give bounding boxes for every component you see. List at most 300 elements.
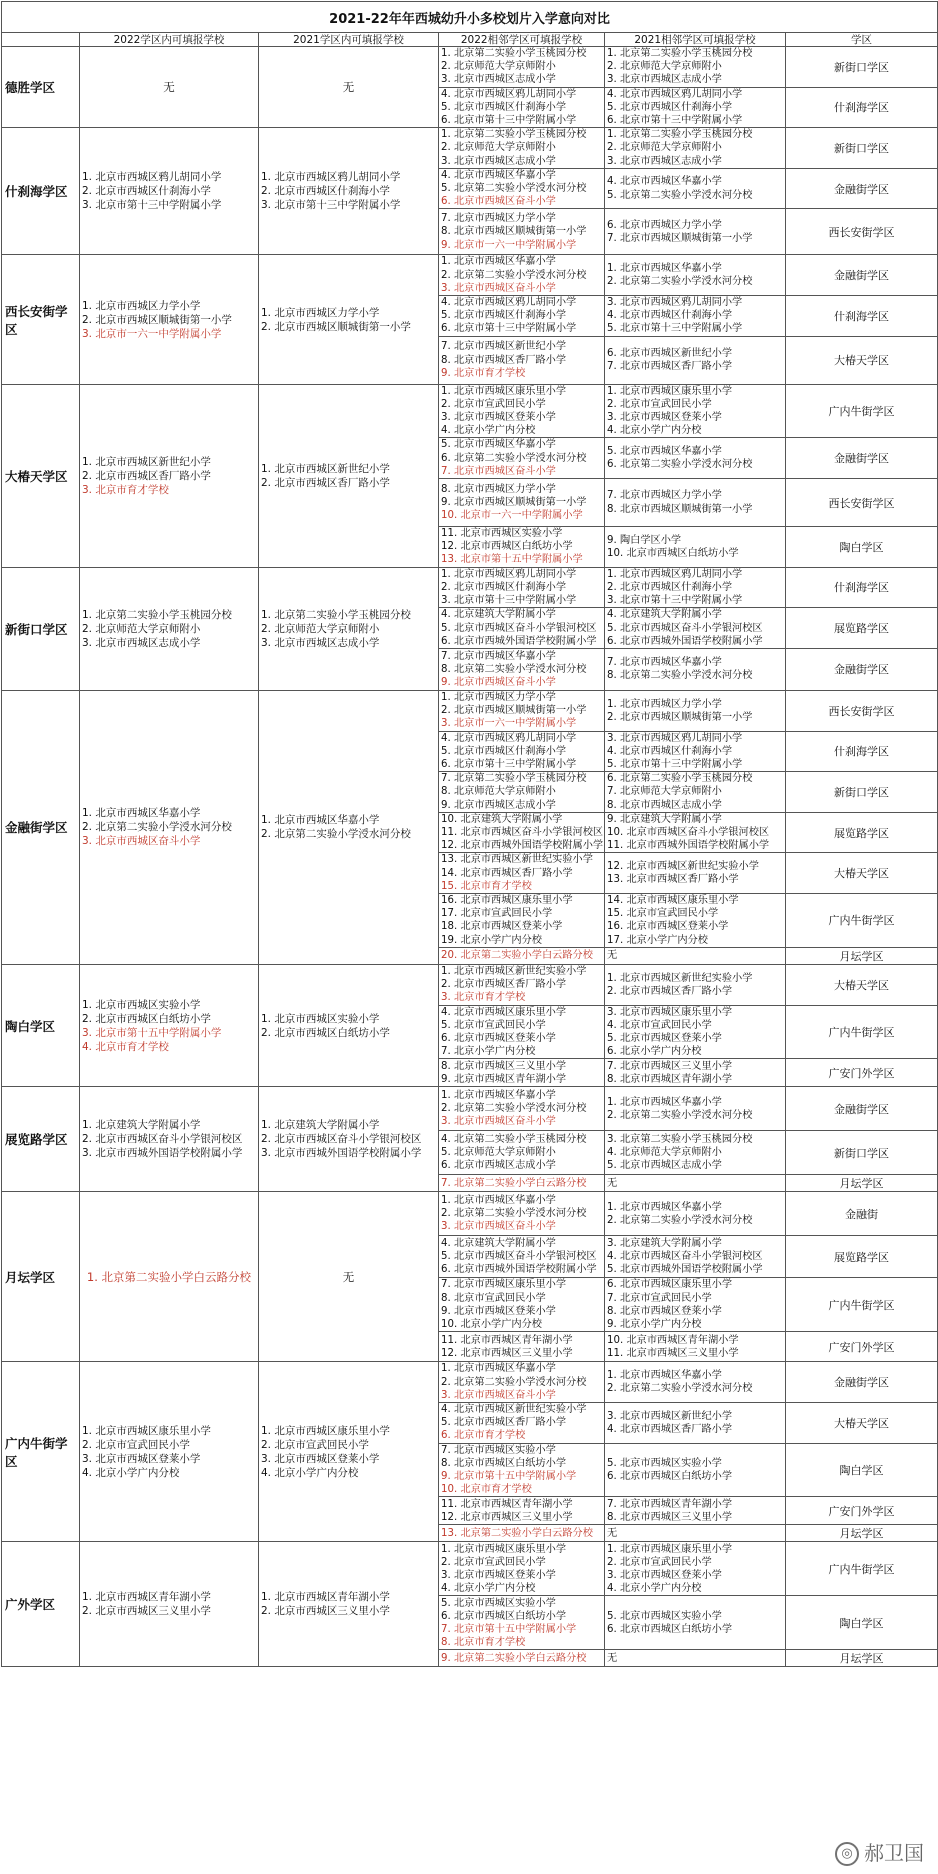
school-entry: 2. 北京市西城区香厂路小学 xyxy=(441,979,567,991)
school-entry: 11. 北京市西城区三义里小学 xyxy=(607,1347,739,1359)
school-entry: 5. 北京市西城区香厂路小学 xyxy=(441,1417,567,1429)
school-entry: 4. 北京市育才学校 xyxy=(82,1040,169,1053)
school-entry: 1. 北京市西城区鸦儿胡同小学 xyxy=(261,171,401,184)
adjacent-2022-cell xyxy=(439,128,605,169)
school-entry: 5. 北京第二实验小学涭水河分校 xyxy=(607,189,753,201)
school-entry: 2. 北京第二实验小学涭水河分校 xyxy=(441,1376,587,1388)
school-entry: 1. 北京市西城区新世纪小学 xyxy=(82,455,211,468)
school-entry: 7. 北京市西城区华嘉小学 xyxy=(607,657,722,669)
neighbor-district: 金融街学区 xyxy=(786,438,938,479)
school-entry: 7. 北京第二实验小学白云路分校 xyxy=(441,1177,587,1189)
school-entry: 1. 北京建筑大学附属小学 xyxy=(82,1119,201,1132)
school-entry: 7. 北京市西城区力学小学 xyxy=(607,490,722,502)
school-entry: 1. 北京市西城区青年湖小学 xyxy=(82,1591,211,1604)
school-entry: 5. 北京市西城区志成小学 xyxy=(607,1160,722,1172)
school-entry: 8. 北京市西城区白纸坊小学 xyxy=(441,1457,567,1469)
own-2022-cell xyxy=(80,690,259,964)
school-entry: 7. 北京小学广内分校 xyxy=(441,1046,536,1058)
school-entry: 无 xyxy=(342,80,355,95)
school-entry: 5. 北京市第十三中学附属小学 xyxy=(607,758,743,770)
adjacent-2022-cell xyxy=(439,168,605,209)
school-entry: 3. 北京市一六一中学附属小学 xyxy=(441,718,577,730)
adjacent-2021-cell xyxy=(605,47,786,88)
school-entry: 5. 北京第二实验小学涭水河分校 xyxy=(441,183,587,195)
adjacent-2021-cell xyxy=(605,567,786,608)
own-2022-cell xyxy=(80,384,259,567)
adjacent-2022-cell xyxy=(439,1332,605,1362)
school-entry: 9. 北京市西城区登莱小学 xyxy=(441,1305,556,1317)
adjacent-2022-cell xyxy=(439,772,605,813)
school-entry: 11. 北京市西城区实验小学 xyxy=(441,528,563,540)
school-entry: 2. 北京市西城区白纸坊小学 xyxy=(82,1012,211,1025)
school-entry: 3. 北京市西城区奋斗小学 xyxy=(441,1221,556,1233)
school-entry: 14. 北京市西城区香厂路小学 xyxy=(441,867,573,879)
school-entry: 1. 北京第二实验小学玉桃园分校 xyxy=(82,608,232,621)
adjacent-2022-cell xyxy=(439,479,605,527)
school-entry: 3. 北京市西城区登莱小学 xyxy=(261,1452,380,1465)
school-entry: 1. 北京第二实验小学玉桃园分校 xyxy=(441,48,587,59)
school-entry: 2. 北京第二实验小学涭水河分校 xyxy=(441,1208,587,1220)
adjacent-2022-cell xyxy=(439,384,605,438)
school-entry: 6. 北京市第十三中学附属小学 xyxy=(441,323,577,335)
adjacent-2022-cell xyxy=(439,1236,605,1278)
own-2021-cell xyxy=(259,384,439,567)
neighbor-district: 西长安街学区 xyxy=(786,690,938,731)
table-row xyxy=(2,567,938,608)
school-entry: 5. 北京市宣武回民小学 xyxy=(441,1019,546,1031)
adjacent-2022-cell xyxy=(439,1497,605,1525)
neighbor-district: 陶白学区 xyxy=(786,1596,938,1650)
adjacent-2022-cell xyxy=(439,1650,605,1667)
school-entry: 20. 北京第二实验小学白云路分校 xyxy=(441,950,593,962)
adjacent-2022-cell xyxy=(439,1087,605,1131)
school-entry: 1. 北京市西城区康乐里小学 xyxy=(261,1424,390,1437)
adjacent-2021-cell xyxy=(605,853,786,894)
neighbor-district: 展览路学区 xyxy=(786,812,938,853)
school-entry: 5. 北京市西城区华嘉小学 xyxy=(607,446,722,458)
header-cell xyxy=(2,33,80,47)
school-entry: 2. 北京市西城区香厂路小学 xyxy=(261,476,390,489)
school-entry: 5. 北京市西城区华嘉小学 xyxy=(441,439,556,451)
school-entry: 10. 北京市西城区白纸坊小学 xyxy=(607,547,739,559)
adjacent-2021-cell xyxy=(605,964,786,1005)
school-entry: 1. 北京市西城区华嘉小学 xyxy=(607,1201,722,1213)
adjacent-2021-cell xyxy=(605,812,786,853)
table-row xyxy=(2,964,938,1005)
school-entry: 3. 北京市西城外国语学校附属小学 xyxy=(82,1147,243,1160)
adjacent-2022-cell xyxy=(439,1278,605,1332)
school-entry: 6. 北京市西城区白纸坊小学 xyxy=(607,1471,733,1482)
adjacent-2022-cell xyxy=(439,209,605,255)
school-entry: 7. 北京市西城区顺城街第一小学 xyxy=(607,232,753,244)
school-entry: 1. 北京第二实验小学白云路分校 xyxy=(86,1269,252,1284)
school-entry: 5. 北京师范大学京师附小 xyxy=(441,1147,556,1159)
adjacent-2021-cell xyxy=(605,772,786,813)
school-entry: 6. 北京市西城外国语学校附属小学 xyxy=(607,635,763,647)
school-entry: 3. 北京市西城区鸦儿胡同小学 xyxy=(607,732,743,744)
school-entry: 无 xyxy=(607,1177,618,1189)
school-entry: 3. 北京市西城区登莱小学 xyxy=(82,1452,201,1465)
neighbor-district: 新街口学区 xyxy=(786,1131,938,1175)
neighbor-district: 大椿天学区 xyxy=(786,336,938,384)
adjacent-2022-cell xyxy=(439,1192,605,1236)
adjacent-2021-cell xyxy=(605,1175,786,1192)
school-entry: 5. 北京市西城区实验小学 xyxy=(607,1457,722,1469)
school-entry: 12. 北京市西城区白纸坊小学 xyxy=(441,541,573,553)
neighbor-district: 大椿天学区 xyxy=(786,1402,938,1443)
own-2021-cell xyxy=(259,690,439,964)
school-entry: 2. 北京市西城区顺城街第一小学 xyxy=(261,320,411,333)
adjacent-2022-cell xyxy=(439,690,605,731)
school-entry: 10. 北京建筑大学附属小学 xyxy=(441,813,563,825)
school-entry: 5. 北京市第十三中学附属小学 xyxy=(607,323,743,335)
neighbor-district: 广安门外学区 xyxy=(786,1497,938,1525)
school-entry: 18. 北京市西城区登莱小学 xyxy=(441,921,563,933)
school-entry: 1. 北京市西城区华嘉小学 xyxy=(441,1363,556,1375)
own-2022-cell xyxy=(80,47,259,128)
table-row xyxy=(2,1542,938,1596)
school-entry: 1. 北京市西城区力学小学 xyxy=(607,698,722,710)
table-row xyxy=(2,1192,938,1236)
school-entry: 2. 北京市西城区香厂路小学 xyxy=(607,985,733,997)
school-entry: 无 xyxy=(607,950,618,962)
school-entry: 3. 北京市西城区登莱小学 xyxy=(607,412,722,424)
school-entry: 1. 北京市西城区实验小学 xyxy=(82,998,201,1011)
school-entry: 1. 北京市西城区华嘉小学 xyxy=(441,1090,556,1102)
school-entry: 12. 北京市西城区三义里小学 xyxy=(441,1511,573,1523)
school-entry: 3. 北京市西城区志成小学 xyxy=(607,155,722,167)
school-entry: 8. 北京第二实验小学涭水河分校 xyxy=(607,670,753,682)
adjacent-2022-cell xyxy=(439,1362,605,1403)
adjacent-2021-cell xyxy=(605,1278,786,1332)
adjacent-2022-cell xyxy=(439,1175,605,1192)
neighbor-district: 月坛学区 xyxy=(786,947,938,964)
neighbor-district: 广内牛街学区 xyxy=(786,1005,938,1059)
school-entry: 3. 北京市第十五中学附属小学 xyxy=(82,1026,222,1039)
school-entry: 5. 北京市西城区实验小学 xyxy=(607,1610,722,1622)
school-entry: 3. 北京市西城外国语学校附属小学 xyxy=(261,1147,422,1160)
school-entry: 1. 北京市西城区鸦儿胡同小学 xyxy=(82,171,222,184)
school-entry: 3. 北京市西城区奋斗小学 xyxy=(441,1389,556,1401)
school-entry: 19. 北京小学广内分校 xyxy=(441,934,542,946)
school-entry: 5. 北京市西城区什刹海小学 xyxy=(441,310,567,322)
school-entry: 1. 北京市西城区力学小学 xyxy=(441,691,556,703)
school-entry: 14. 北京市西城区康乐里小学 xyxy=(607,895,739,907)
adjacent-2021-cell xyxy=(605,648,786,690)
table-body xyxy=(2,47,938,1667)
school-entry: 1. 北京第二实验小学玉桃园分校 xyxy=(607,48,753,59)
school-entry: 3. 北京市西城区康乐里小学 xyxy=(607,1006,733,1018)
school-entry: 4. 北京小学广内分校 xyxy=(607,425,702,437)
school-entry: 3. 北京市西城区志成小学 xyxy=(261,636,380,649)
neighbor-district: 广内牛街学区 xyxy=(786,1542,938,1596)
adjacent-2022-cell xyxy=(439,648,605,690)
school-entry: 6. 北京第二实验小学涭水河分校 xyxy=(441,452,587,464)
school-entry: 1. 北京第二实验小学玉桃园分校 xyxy=(261,608,411,621)
school-entry: 4. 北京市西城区华嘉小学 xyxy=(607,176,722,188)
school-entry: 13. 北京第二实验小学白云路分校 xyxy=(441,1527,593,1539)
school-entry: 5. 北京市西城区什刹海小学 xyxy=(607,101,733,113)
school-entry: 9. 北京小学广内分校 xyxy=(607,1319,702,1331)
school-entry: 5. 北京市西城区奋斗小学银河校区 xyxy=(441,1251,597,1263)
adjacent-2022-cell xyxy=(439,438,605,479)
adjacent-2021-cell xyxy=(605,384,786,438)
school-entry: 1. 北京市西城区康乐里小学 xyxy=(607,1543,733,1555)
school-entry: 9. 北京市一六一中学附属小学 xyxy=(441,239,577,251)
own-2022-cell xyxy=(80,1192,259,1362)
school-entry: 6. 北京市西城区志成小学 xyxy=(441,1160,556,1172)
adjacent-2021-cell xyxy=(605,438,786,479)
own-2021-cell xyxy=(259,1087,439,1192)
school-entry: 6. 北京市第十三中学附属小学 xyxy=(607,115,743,127)
neighbor-district: 金融街学区 xyxy=(786,1362,938,1403)
adjacent-2021-cell xyxy=(605,255,786,296)
school-entry: 9. 陶白学区小学 xyxy=(607,534,682,546)
adjacent-2022-cell xyxy=(439,893,605,947)
table-row xyxy=(2,1087,938,1131)
school-entry: 1. 北京第二实验小学玉桃园分校 xyxy=(441,129,587,141)
school-entry: 2. 北京师范大学京师附小 xyxy=(441,61,556,73)
adjacent-2021-cell xyxy=(605,87,786,128)
school-entry: 1. 北京第二实验小学玉桃园分校 xyxy=(607,129,753,141)
school-entry: 9. 北京市西城区志成小学 xyxy=(441,799,556,811)
neighbor-district: 月坛学区 xyxy=(786,1175,938,1192)
school-entry: 4. 北京市西城区鸦儿胡同小学 xyxy=(441,88,577,100)
school-entry: 3. 北京市西城区登莱小学 xyxy=(441,1569,556,1581)
adjacent-2022-cell xyxy=(439,1596,605,1650)
neighbor-district: 广内牛街学区 xyxy=(786,384,938,438)
school-entry: 11. 北京市西城区青年湖小学 xyxy=(441,1498,573,1510)
own-2021-cell xyxy=(259,255,439,384)
neighbor-district: 西长安街学区 xyxy=(786,479,938,527)
adjacent-2022-cell xyxy=(439,947,605,964)
district-name: 陶白学区 xyxy=(2,964,80,1086)
school-entry: 16. 北京市西城区登莱小学 xyxy=(607,921,729,933)
school-entry: 3. 北京市育才学校 xyxy=(82,483,169,496)
school-entry: 7. 北京市西城区力学小学 xyxy=(441,213,556,225)
page-title: 2021-22年年西城幼升小多校划片入学意向对比 xyxy=(2,2,938,33)
school-entry: 1. 北京市西城区新世纪小学 xyxy=(261,462,390,475)
school-entry: 3. 北京第二实验小学玉桃园分校 xyxy=(607,1134,753,1146)
school-entry: 无 xyxy=(607,1652,618,1664)
school-entry: 3. 北京市第十三中学附属小学 xyxy=(607,595,743,607)
neighbor-district: 新街口学区 xyxy=(786,47,938,88)
school-entry: 9. 北京建筑大学附属小学 xyxy=(607,813,722,825)
school-entry: 3. 北京市育才学校 xyxy=(441,992,526,1004)
school-entry: 3. 北京市西城区志成小学 xyxy=(82,636,201,649)
adjacent-2021-cell xyxy=(605,1087,786,1131)
neighbor-district: 金融街学区 xyxy=(786,1087,938,1131)
school-entry: 12. 北京市西城外国语学校附属小学 xyxy=(441,840,604,852)
adjacent-2021-cell xyxy=(605,1005,786,1059)
school-entry: 7. 北京市西城区奋斗小学 xyxy=(441,465,556,477)
school-entry: 5. 北京市西城区什刹海小学 xyxy=(441,745,567,757)
school-entry: 7. 北京市西城区康乐里小学 xyxy=(441,1279,567,1291)
district-name: 广外学区 xyxy=(2,1542,80,1667)
school-entry: 3. 北京市西城区新世纪小学 xyxy=(607,1410,733,1422)
school-entry: 8. 北京市育才学校 xyxy=(441,1637,526,1649)
school-entry: 15. 北京市宣武回民小学 xyxy=(607,908,719,920)
district-name: 大椿天学区 xyxy=(2,384,80,567)
school-entry: 1. 北京市西城区华嘉小学 xyxy=(261,814,380,827)
adjacent-2021-cell xyxy=(605,1131,786,1175)
adjacent-2022-cell xyxy=(439,527,605,568)
own-2021-cell xyxy=(259,128,439,255)
school-entry: 1. 北京市西城区华嘉小学 xyxy=(607,1369,722,1381)
school-entry: 10. 北京市西城区青年湖小学 xyxy=(607,1334,739,1346)
school-entry: 2. 北京市西城区三义里小学 xyxy=(261,1605,390,1618)
school-entry: 4. 北京市西城区华嘉小学 xyxy=(441,169,556,181)
school-entry: 4. 北京第二实验小学玉桃园分校 xyxy=(441,1134,587,1146)
school-entry: 16. 北京市西城区康乐里小学 xyxy=(441,895,573,907)
school-entry: 3. 北京市西城区鸦儿胡同小学 xyxy=(607,297,743,309)
school-entry: 无 xyxy=(342,1269,355,1284)
school-entry: 7. 北京市西城区新世纪小学 xyxy=(441,341,567,353)
school-entry: 8. 北京市西城区顺城街第一小学 xyxy=(607,503,753,515)
school-entry: 11. 北京市西城区奋斗小学银河校区 xyxy=(441,826,604,838)
school-entry: 4. 北京市宣武回民小学 xyxy=(607,1019,712,1031)
own-2021-cell xyxy=(259,964,439,1086)
school-entry: 6. 北京第二实验小学涭水河分校 xyxy=(607,459,753,471)
adjacent-2021-cell xyxy=(605,947,786,964)
table-row xyxy=(2,47,938,88)
school-entry: 4. 北京市西城区鸦儿胡同小学 xyxy=(441,297,577,309)
school-entry: 无 xyxy=(607,1527,618,1539)
own-2022-cell xyxy=(80,1087,259,1192)
adjacent-2022-cell xyxy=(439,1542,605,1596)
school-entry: 9. 北京市西城区奋斗小学 xyxy=(441,677,556,688)
school-entry: 7. 北京市西城区青年湖小学 xyxy=(607,1498,733,1510)
school-entry: 8. 北京市西城区力学小学 xyxy=(441,483,556,495)
school-entry: 6. 北京第二实验小学玉桃园分校 xyxy=(607,773,753,785)
school-entry: 8. 北京市宣武回民小学 xyxy=(441,1292,546,1304)
neighbor-district: 广内牛街学区 xyxy=(786,1278,938,1332)
neighbor-district: 大椿天学区 xyxy=(786,853,938,894)
school-entry: 2. 北京第二实验小学涭水河分校 xyxy=(607,276,753,288)
school-entry: 8. 北京市西城区登莱小学 xyxy=(607,1305,722,1317)
adjacent-2021-cell xyxy=(605,1525,786,1542)
school-entry: 1. 北京市西城区华嘉小学 xyxy=(607,263,722,275)
school-entry: 12. 北京市西城区新世纪实验小学 xyxy=(607,860,759,872)
school-entry: 7. 北京市西城区实验小学 xyxy=(441,1444,556,1456)
neighbor-district: 金融街学区 xyxy=(786,648,938,690)
header-cell: 2022相邻学区可填报学校 xyxy=(439,33,605,47)
school-entry: 4. 北京小学广内分校 xyxy=(441,1583,536,1595)
school-entry: 7. 北京市西城区香厂路小学 xyxy=(607,361,733,373)
adjacent-2021-cell xyxy=(605,1059,786,1087)
adjacent-2022-cell xyxy=(439,1059,605,1087)
adjacent-2021-cell xyxy=(605,1402,786,1443)
school-entry: 9. 北京市育才学校 xyxy=(441,367,526,379)
school-entry: 3. 北京市第十三中学附属小学 xyxy=(261,199,401,212)
school-entry: 2. 北京师范大学京师附小 xyxy=(82,622,201,635)
school-entry: 4. 北京建筑大学附属小学 xyxy=(441,1238,556,1250)
school-entry: 2. 北京市西城区顺城街第一小学 xyxy=(607,711,753,723)
school-entry: 4. 北京市西城区康乐里小学 xyxy=(441,1006,567,1018)
school-entry: 10. 北京市一六一中学附属小学 xyxy=(441,510,583,522)
school-entry: 1. 北京建筑大学附属小学 xyxy=(261,1119,380,1132)
own-2021-cell xyxy=(259,1192,439,1362)
school-entry: 4. 北京师范大学京师附小 xyxy=(607,1147,722,1159)
school-entry: 17. 北京小学广内分校 xyxy=(607,934,708,946)
school-entry: 7. 北京师范大学京师附小 xyxy=(607,786,722,798)
school-entry: 4. 北京建筑大学附属小学 xyxy=(607,609,722,621)
school-entry: 1. 北京市西城区鸦儿胡同小学 xyxy=(441,568,577,580)
adjacent-2022-cell xyxy=(439,812,605,853)
table-row xyxy=(2,690,938,731)
school-entry: 6. 北京市第十三中学附属小学 xyxy=(441,115,577,127)
school-entry: 2. 北京师范大学京师附小 xyxy=(607,61,722,73)
neighbor-district: 陶白学区 xyxy=(786,527,938,568)
adjacent-2021-cell xyxy=(605,168,786,209)
neighbor-district: 大椿天学区 xyxy=(786,964,938,1005)
school-entry: 9. 北京第二实验小学白云路分校 xyxy=(441,1652,587,1664)
school-entry: 9. 北京市西城区顺城街第一小学 xyxy=(441,496,587,508)
district-name: 新街口学区 xyxy=(2,567,80,690)
adjacent-2022-cell xyxy=(439,567,605,608)
school-entry: 5. 北京市西城区奋斗小学银河校区 xyxy=(607,622,763,634)
neighbor-district: 广安门外学区 xyxy=(786,1059,938,1087)
header-cell: 2021学区内可填报学校 xyxy=(259,33,439,47)
district-name: 什刹海学区 xyxy=(2,128,80,255)
school-entry: 8. 北京市西城区香厂路小学 xyxy=(441,354,567,366)
school-entry: 4. 北京小学广内分校 xyxy=(607,1583,702,1595)
school-entry: 1. 北京市西城区力学小学 xyxy=(261,306,380,319)
adjacent-2021-cell xyxy=(605,1332,786,1362)
school-entry: 4. 北京市西城区什刹海小学 xyxy=(607,310,733,322)
own-2021-cell xyxy=(259,567,439,690)
neighbor-district: 金融街学区 xyxy=(786,255,938,296)
neighbor-district: 陶白学区 xyxy=(786,1443,938,1497)
adjacent-2022-cell xyxy=(439,608,605,649)
school-entry: 11. 北京市西城区青年湖小学 xyxy=(441,1334,573,1346)
school-entry: 2. 北京市西城区香厂路小学 xyxy=(82,469,211,482)
neighbor-district: 广内牛街学区 xyxy=(786,893,938,947)
adjacent-2022-cell xyxy=(439,1443,605,1497)
school-entry: 10. 北京小学广内分校 xyxy=(441,1319,542,1331)
school-entry: 2. 北京市西城区什刹海小学 xyxy=(261,185,390,198)
school-entry: 8. 北京市西城区顺城街第一小学 xyxy=(441,226,587,238)
school-entry: 3. 北京市第十三中学附属小学 xyxy=(441,595,577,607)
adjacent-2022-cell xyxy=(439,964,605,1005)
school-entry: 2. 北京市西城区奋斗小学银河校区 xyxy=(82,1133,243,1146)
adjacent-2022-cell xyxy=(439,296,605,337)
school-entry: 3. 北京市西城区奋斗小学 xyxy=(441,282,556,294)
school-entry: 8. 北京市西城区志成小学 xyxy=(607,799,722,811)
neighbor-district: 什刹海学区 xyxy=(786,87,938,128)
neighbor-district: 月坛学区 xyxy=(786,1650,938,1667)
own-2021-cell xyxy=(259,1542,439,1667)
school-entry: 2. 北京市西城区三义里小学 xyxy=(82,1605,211,1618)
adjacent-2021-cell xyxy=(605,1362,786,1403)
school-entry: 11. 北京市西城外国语学校附属小学 xyxy=(607,840,770,852)
neighbor-district: 新街口学区 xyxy=(786,128,938,169)
school-entry: 2. 北京市西城区顺城街第一小学 xyxy=(82,313,232,326)
adjacent-2021-cell xyxy=(605,1443,786,1497)
school-entry: 12. 北京市西城区三义里小学 xyxy=(441,1347,573,1359)
district-name: 西长安街学区 xyxy=(2,255,80,384)
neighbor-district: 月坛学区 xyxy=(786,1525,938,1542)
school-entry: 3. 北京市西城区奋斗小学 xyxy=(441,1116,556,1128)
enrollment-comparison-table xyxy=(1,1,938,1667)
school-entry: 8. 北京第二实验小学涭水河分校 xyxy=(441,663,587,675)
school-entry: 2. 北京师范大学京师附小 xyxy=(607,142,722,154)
school-entry: 9. 北京市西城区青年湖小学 xyxy=(441,1073,567,1085)
own-2022-cell xyxy=(80,1362,259,1542)
school-entry: 10. 北京市西城区奋斗小学银河校区 xyxy=(607,826,770,838)
school-entry: 3. 北京市西城区奋斗小学 xyxy=(82,835,201,848)
adjacent-2021-cell xyxy=(605,1542,786,1596)
